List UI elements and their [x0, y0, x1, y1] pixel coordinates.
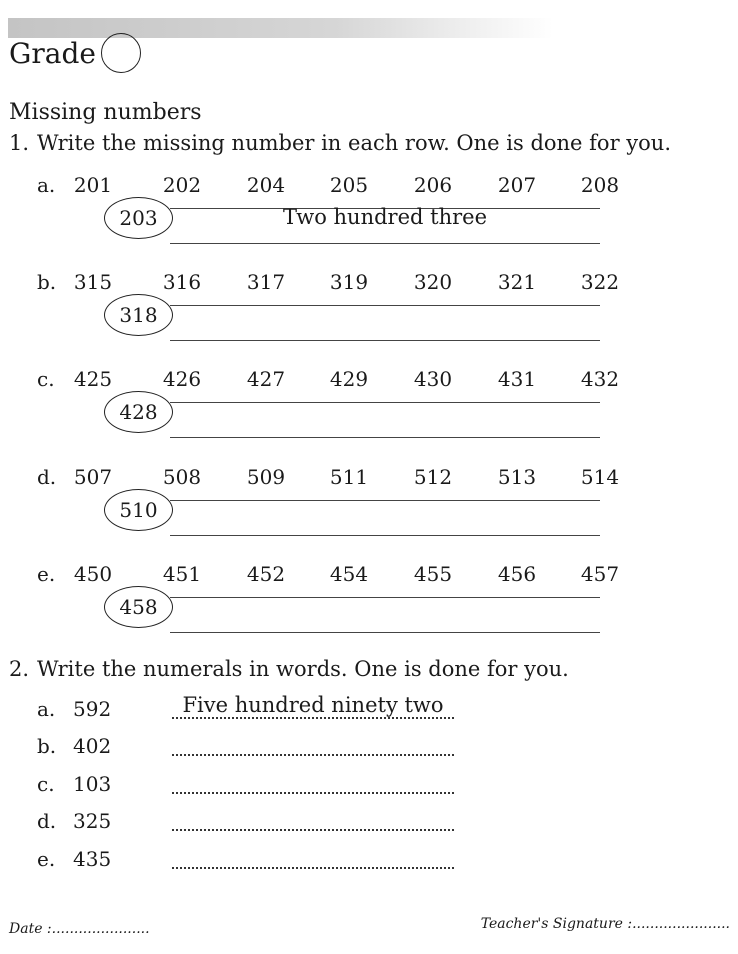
missing-number-oval[interactable]: 510: [104, 489, 173, 531]
missing-number-oval[interactable]: 318: [104, 294, 173, 336]
number-row: [0, 270, 738, 360]
sequence-number: 320: [413, 270, 453, 294]
item-letter: d.: [37, 809, 57, 833]
words-item: [0, 809, 738, 839]
sequence-number: 511: [329, 465, 369, 489]
sequence-number: 204: [246, 173, 286, 197]
sequence-number: 208: [580, 173, 620, 197]
item-letter: a.: [37, 697, 56, 721]
number-row: [0, 562, 738, 652]
item-letter: e.: [37, 847, 56, 871]
words-item: [0, 772, 738, 802]
grade-label: Grade: [9, 37, 96, 70]
dotted-answer-line: [172, 717, 454, 719]
item-numeral: 325: [73, 809, 112, 833]
sequence-number: 206: [413, 173, 453, 197]
item-numeral: 592: [73, 697, 112, 721]
dotted-answer-line: [172, 829, 454, 831]
sequence-number: 457: [580, 562, 620, 586]
sequence-number: 507: [73, 465, 113, 489]
number-row: [0, 367, 738, 457]
question-1-number: 1.: [9, 131, 30, 155]
item-numeral: 103: [73, 772, 112, 796]
item-numeral: 435: [73, 847, 112, 871]
sequence-number: 432: [580, 367, 620, 391]
sequence-number: 456: [497, 562, 537, 586]
question-2-number: 2.: [9, 657, 30, 681]
sequence-number: 450: [73, 562, 113, 586]
section-title: Missing numbers: [9, 100, 202, 125]
sequence-number: 317: [246, 270, 286, 294]
sequence-number: 316: [162, 270, 202, 294]
missing-number-oval[interactable]: 428: [104, 391, 173, 433]
header-bar: [8, 18, 553, 38]
sequence-number: 512: [413, 465, 453, 489]
sequence-number: 426: [162, 367, 202, 391]
answer-text[interactable]: Five hundred ninety two: [182, 693, 444, 717]
missing-number-oval[interactable]: 458: [104, 586, 173, 628]
answer-line-bottom: [170, 243, 600, 244]
answer-line-bottom: [170, 437, 600, 438]
answer-line-top: [170, 597, 600, 598]
date-field: Date :......................: [9, 921, 150, 937]
missing-number-oval[interactable]: 203: [104, 197, 173, 239]
sequence-number: 427: [246, 367, 286, 391]
question-2-text: Write the numerals in words. One is done for you.: [37, 657, 569, 681]
sequence-number: 207: [497, 173, 537, 197]
words-item: [0, 734, 738, 764]
question-1-text: Write the missing number in each row. One is done for you.: [37, 131, 671, 155]
number-row: [0, 173, 738, 263]
row-letter: d.: [37, 465, 57, 489]
sequence-number: 429: [329, 367, 369, 391]
sequence-number: 508: [162, 465, 202, 489]
sequence-number: 509: [246, 465, 286, 489]
sequence-number: 202: [162, 173, 202, 197]
sequence-number: 321: [497, 270, 537, 294]
item-numeral: 402: [73, 734, 112, 758]
row-letter: c.: [37, 367, 55, 391]
grade-circle[interactable]: [101, 33, 141, 73]
number-in-words[interactable]: Two hundred three: [282, 205, 487, 229]
words-item: [0, 693, 738, 727]
sequence-number: 430: [413, 367, 453, 391]
sequence-number: 425: [73, 367, 113, 391]
sequence-number: 451: [162, 562, 202, 586]
sequence-number: 315: [73, 270, 113, 294]
sequence-number: 513: [497, 465, 537, 489]
sequence-number: 452: [246, 562, 286, 586]
sequence-number: 455: [413, 562, 453, 586]
dotted-answer-line: [172, 792, 454, 794]
row-letter: a.: [37, 173, 56, 197]
sequence-number: 205: [329, 173, 369, 197]
answer-line-top: [170, 500, 600, 501]
answer-line-top: [170, 305, 600, 306]
answer-line-bottom: [170, 340, 600, 341]
sequence-number: 431: [497, 367, 537, 391]
item-letter: b.: [37, 734, 57, 758]
item-letter: c.: [37, 772, 55, 796]
row-letter: b.: [37, 270, 57, 294]
sequence-number: 322: [580, 270, 620, 294]
sequence-number: 201: [73, 173, 113, 197]
answer-line-top: [170, 402, 600, 403]
answer-line-bottom: [170, 535, 600, 536]
number-row: [0, 465, 738, 555]
teacher-signature-field: Teacher's Signature :......................: [480, 916, 730, 932]
row-letter: e.: [37, 562, 56, 586]
answer-line-bottom: [170, 632, 600, 633]
sequence-number: 319: [329, 270, 369, 294]
sequence-number: 514: [580, 465, 620, 489]
dotted-answer-line: [172, 754, 454, 756]
sequence-number: 454: [329, 562, 369, 586]
dotted-answer-line: [172, 867, 454, 869]
words-item: [0, 847, 738, 877]
